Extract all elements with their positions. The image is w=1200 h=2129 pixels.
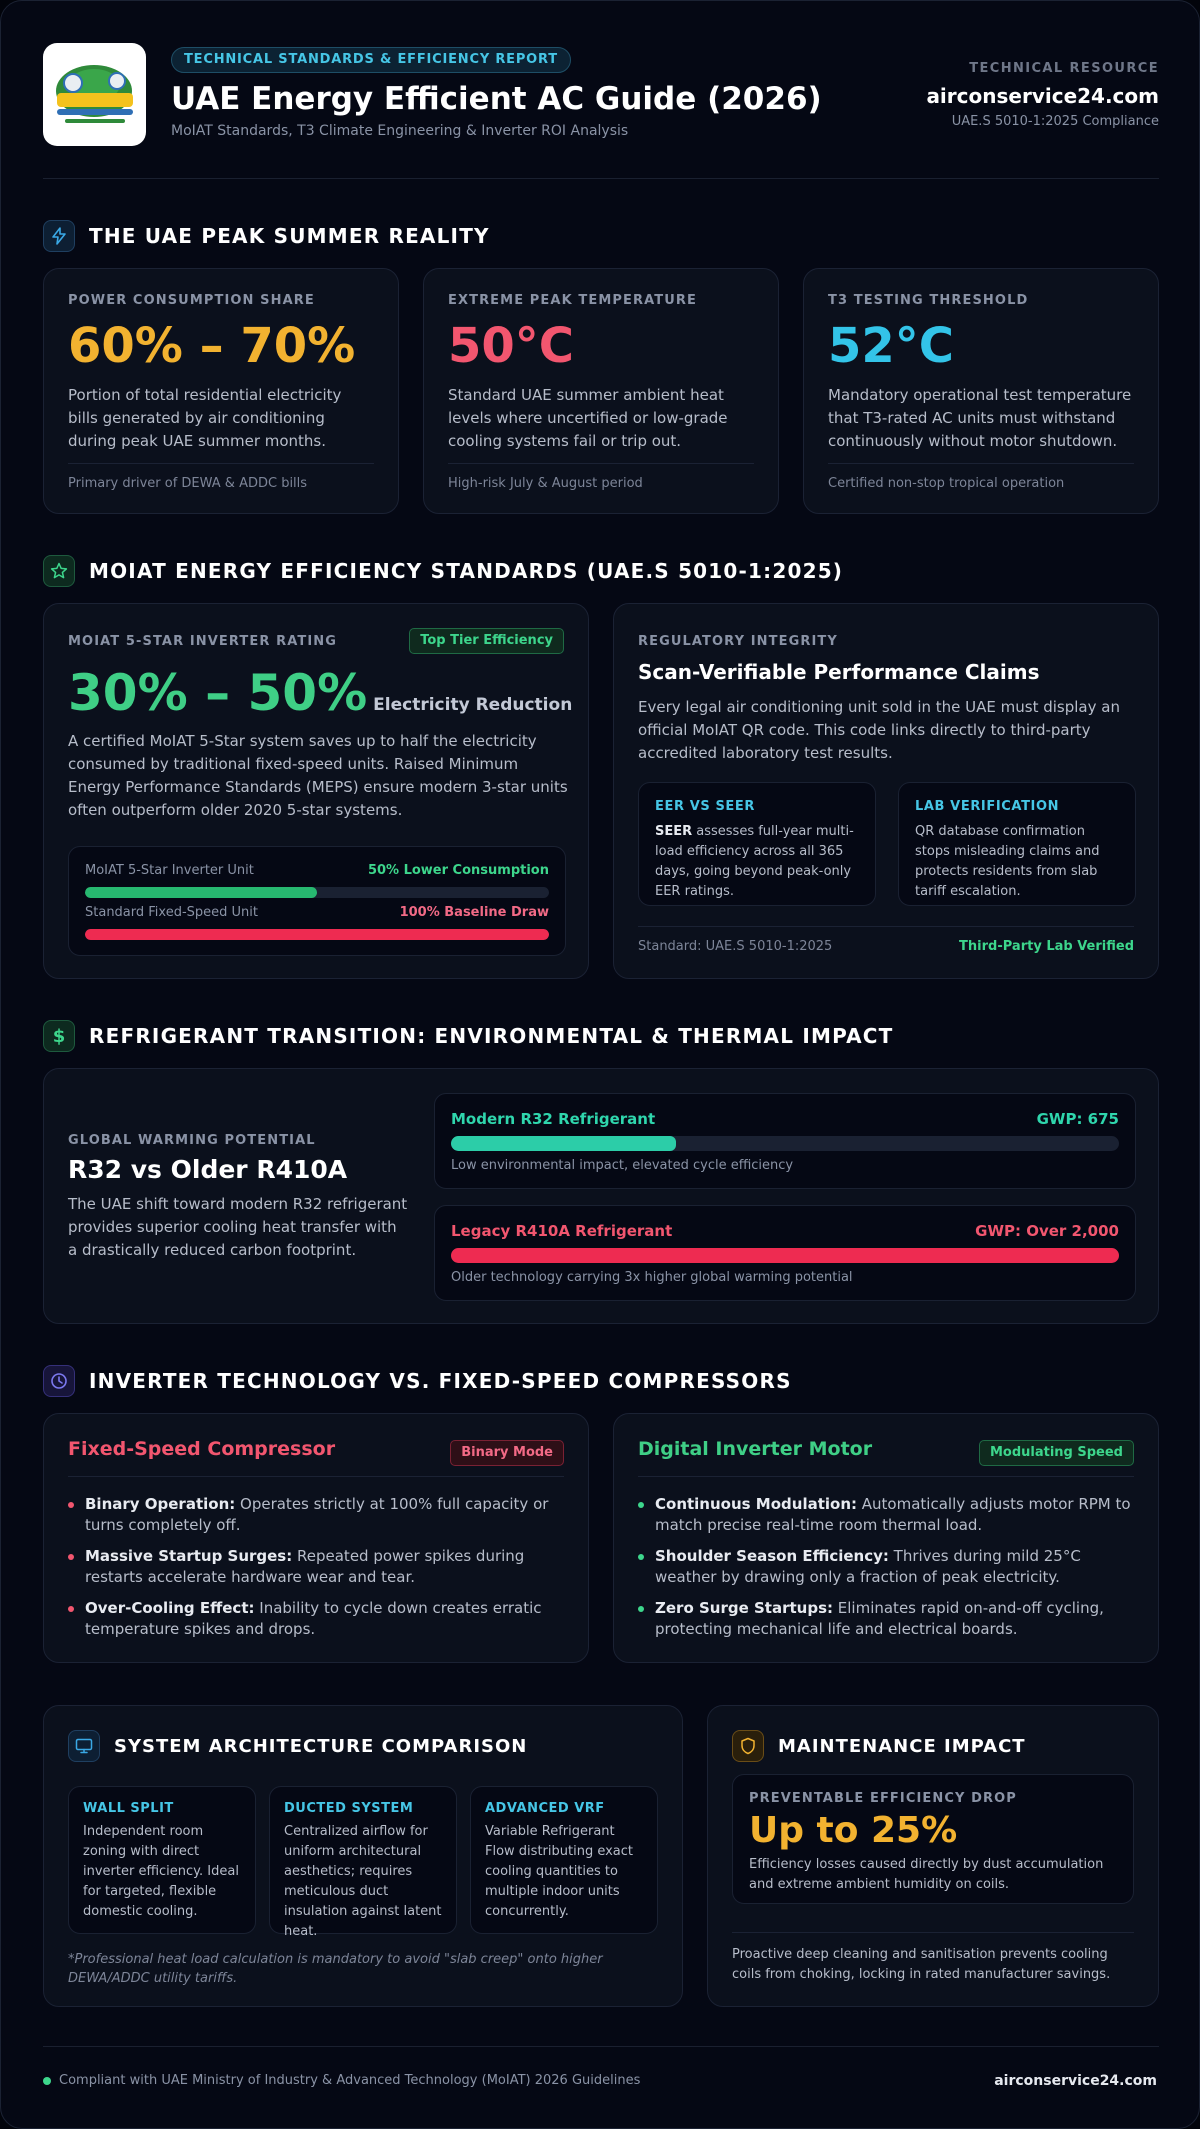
list-item: Over-Cooling Effect: Inability to cycle down creates erratic temperature spikes and drops. [68,1598,564,1640]
clock-icon [43,1365,75,1397]
reduction-unit: Electricity Reduction [373,695,573,715]
list-item: Continuous Modulation: Automatically adjusts motor RPM to match precise real-time room thermal load. [638,1494,1134,1536]
dollar-icon: $ [43,1020,75,1052]
refrigerant-r32: Modern R32 Refrigerant GWP: 675 Low environmental impact, elevated cycle efficiency [434,1093,1136,1189]
regulatory-card: REGULATORY INTEGRITY Scan-Verifiable Performance Claims Every legal air conditioning unit sold in the UAE must display an official MoIAT QR code. This code links directly to third-party accredited laboratory test results. EER VS SEER SEER assesses full-year multi-load efficiency across all 365 days, going beyond peak-only EER ratings. LAB VERIFICATION QR database confirmation stops misleading claims and protects residents from slab tariff escalation. Standard: UAE.S 5010-1:2025 Third-Party Lab Verified [613,603,1159,979]
page-subtitle: MoIAT Standards, T3 Climate Engineering & Inverter ROI Analysis [171,123,629,139]
page-title: UAE Energy Efficient AC Guide (2026) [171,81,822,117]
efficiency-drop-value: Up to 25% [749,1810,958,1851]
maintenance-heading: MAINTENANCE IMPACT [732,1730,1026,1762]
maintenance-card [707,1705,1159,2007]
list-item: Binary Operation: Operates strictly at 100% full capacity or turns completely off. [68,1494,564,1536]
regulatory-title: Scan-Verifiable Performance Claims [638,660,1040,684]
bolt-icon [43,220,75,252]
moiat-rating-card: MOIAT 5-STAR INVERTER RATING Top Tier Efficiency 30% – 50% Electricity Reduction A certified MoIAT 5-Star system saves up to half the electricity consumed by traditional fixed-speed units. Raised Minimum Energy Performance Standards (MEPS) ensure modern 3-star units often outperform older 2020 5-star systems. MoIAT 5-Star Inverter Unit 50% Lower Consumption Standard Fixed-Speed Unit 100% Baseline Draw [43,603,589,979]
section-refrigerant-heading: $ REFRIGERANT TRANSITION: ENVIRONMENTAL & THERMAL IMPACT [43,1020,894,1052]
stat-value: 52°C [828,318,955,374]
compliance-text: UAE.S 5010-1:2025 Compliance [951,114,1159,129]
footer-divider [43,2046,1159,2047]
section-inverter-heading: INVERTER TECHNOLOGY VS. FIXED-SPEED COMPRESSORS [43,1365,792,1397]
list-item: Massive Startup Surges: Repeated power spikes during restarts accelerate hardware wear and tear. [68,1546,564,1588]
refrigerant-title: R32 vs Older R410A [68,1155,348,1184]
header [43,43,1159,179]
fixed-speed-card: Fixed-Speed Compressor Binary Mode Binary Operation: Operates strictly at 100% full capacity or turns completely off. Massive Startup Surges: Repeated power spikes during restarts accelerate hardware wear and tear. Over-Cooling Effect: Inability to cycle down creates erratic temperature spikes and drops. [43,1413,589,1663]
gwp-bar-r410a [451,1248,1119,1263]
bar-row-inverter: MoIAT 5-Star Inverter Unit 50% Lower Consumption [85,863,549,878]
stat-card-t3: T3 TESTING THRESHOLD 52°C Mandatory operational test temperature that T3-rated AC units must withstand continuously without motor shutdown. Certified non-stop tropical operation [803,268,1159,514]
status-dot-icon [43,2077,51,2085]
gwp-bar-r32 [451,1136,676,1151]
binary-mode-badge: Binary Mode [450,1440,564,1466]
refrigerant-r410a: Legacy R410A Refrigerant GWP: Over 2,000 Older technology carrying 3x higher global warming potential [434,1205,1136,1301]
top-tier-badge: Top Tier Efficiency [409,628,564,654]
star-icon [43,555,75,587]
stat-value: 50°C [448,318,575,374]
stat-card-power: POWER CONSUMPTION SHARE 60% – 70% Portion of total residential electricity bills generated by air conditioning during peak UAE summer months. Primary driver of DEWA & ADDC bills [43,268,399,514]
resource-label: TECHNICAL RESOURCE [969,61,1159,76]
refrigerant-card: GLOBAL WARMING POTENTIAL R32 vs Older R410A The UAE shift toward modern R32 refrigerant provides superior cooling heat transfer with a drastically reduced carbon footprint. Modern R32 Refrigerant GWP: 675 Low environmental impact, elevated cycle efficiency Legacy R410A Refrigerant GWP: Over 2,000 Older technology carrying 3x higher global warming potential [43,1068,1159,1324]
bar-row-fixed: Standard Fixed-Speed Unit 100% Baseline Draw [85,905,549,920]
bar-fill-fixed [85,929,549,940]
architecture-card [43,1705,683,2007]
lab-verification-box: LAB VERIFICATION QR database confirmation stops misleading claims and protects residents from slab tariff escalation. [898,782,1136,906]
list-item: Zero Surge Startups: Eliminates rapid on-and-off cycling, protecting mechanical life and electrical boards. [638,1598,1134,1640]
regulatory-footer: Standard: UAE.S 5010-1:2025 Third-Party Lab Verified [638,926,1134,954]
system-ducted: DUCTED SYSTEM Centralized airflow for uniform architectural aesthetics; requires meticulous duct insulation against latent heat. [269,1786,457,1934]
bar-fill-inverter [85,887,317,898]
shield-icon [732,1730,764,1762]
report-badge: TECHNICAL STANDARDS & EFFICIENCY REPORT [171,47,571,73]
reduction-value: 30% – 50% [68,664,368,722]
stat-value: 60% – 70% [68,318,356,374]
architecture-heading: SYSTEM ARCHITECTURE COMPARISON [68,1730,527,1762]
footer-compliance: Compliant with UAE Ministry of Industry & Advanced Technology (MoIAT) 2026 Guidelines [43,2073,640,2088]
section-moiat-heading: MOIAT ENERGY EFFICIENCY STANDARDS (UAE.S 5010-1:2025) [43,555,843,587]
list-item: Shoulder Season Efficiency: Thrives during mild 25°C weather by drawing only a fraction of peak electricity. [638,1546,1134,1588]
system-wall-split: WALL SPLIT Independent room zoning with direct inverter efficiency. Ideal for targeted, flexible domestic cooling. [68,1786,256,1934]
footer-site-link[interactable]: airconservice24.com [994,2073,1157,2089]
digital-inverter-card: Digital Inverter Motor Modulating Speed Continuous Modulation: Automatically adjusts motor RPM to match precise real-time room thermal load. Shoulder Season Efficiency: Thrives during mild 25°C weather by drawing only a fraction of peak electricity. Zero Surge Startups: Eliminates rapid on-and-off cycling, protecting mechanical life and electrical boards. [613,1413,1159,1663]
section-summer-heading: THE UAE PEAK SUMMER REALITY [43,220,490,252]
eer-seer-box: EER VS SEER SEER assesses full-year multi-load efficiency across all 365 days, going beyond peak-only EER ratings. [638,782,876,906]
site-link[interactable]: airconservice24.com [926,84,1159,108]
maintenance-footer: Proactive deep cleaning and sanitisation prevents cooling coils from choking, locking in rated manufacturer savings. [732,1932,1134,1985]
brand-logo [43,43,146,146]
stat-card-temperature: EXTREME PEAK TEMPERATURE 50°C Standard UAE summer ambient heat levels where uncertified or low-grade cooling systems fail or trip out. High-risk July & August period [423,268,779,514]
monitor-icon [68,1730,100,1762]
efficiency-drop-box: PREVENTABLE EFFICIENCY DROP Up to 25% Efficiency losses caused directly by dust accumulation and extreme ambient humidity on coils. [732,1774,1134,1904]
heat-load-note: *Professional heat load calculation is mandatory to avoid "slab creep" onto higher DEWA/ADDC utility tariffs. [68,1952,603,1986]
system-vrf: ADVANCED VRF Variable Refrigerant Flow distributing exact cooling quantities to multiple indoor units concurrently. [470,1786,658,1934]
modulating-speed-badge: Modulating Speed [979,1440,1134,1466]
consumption-bars [68,846,566,956]
